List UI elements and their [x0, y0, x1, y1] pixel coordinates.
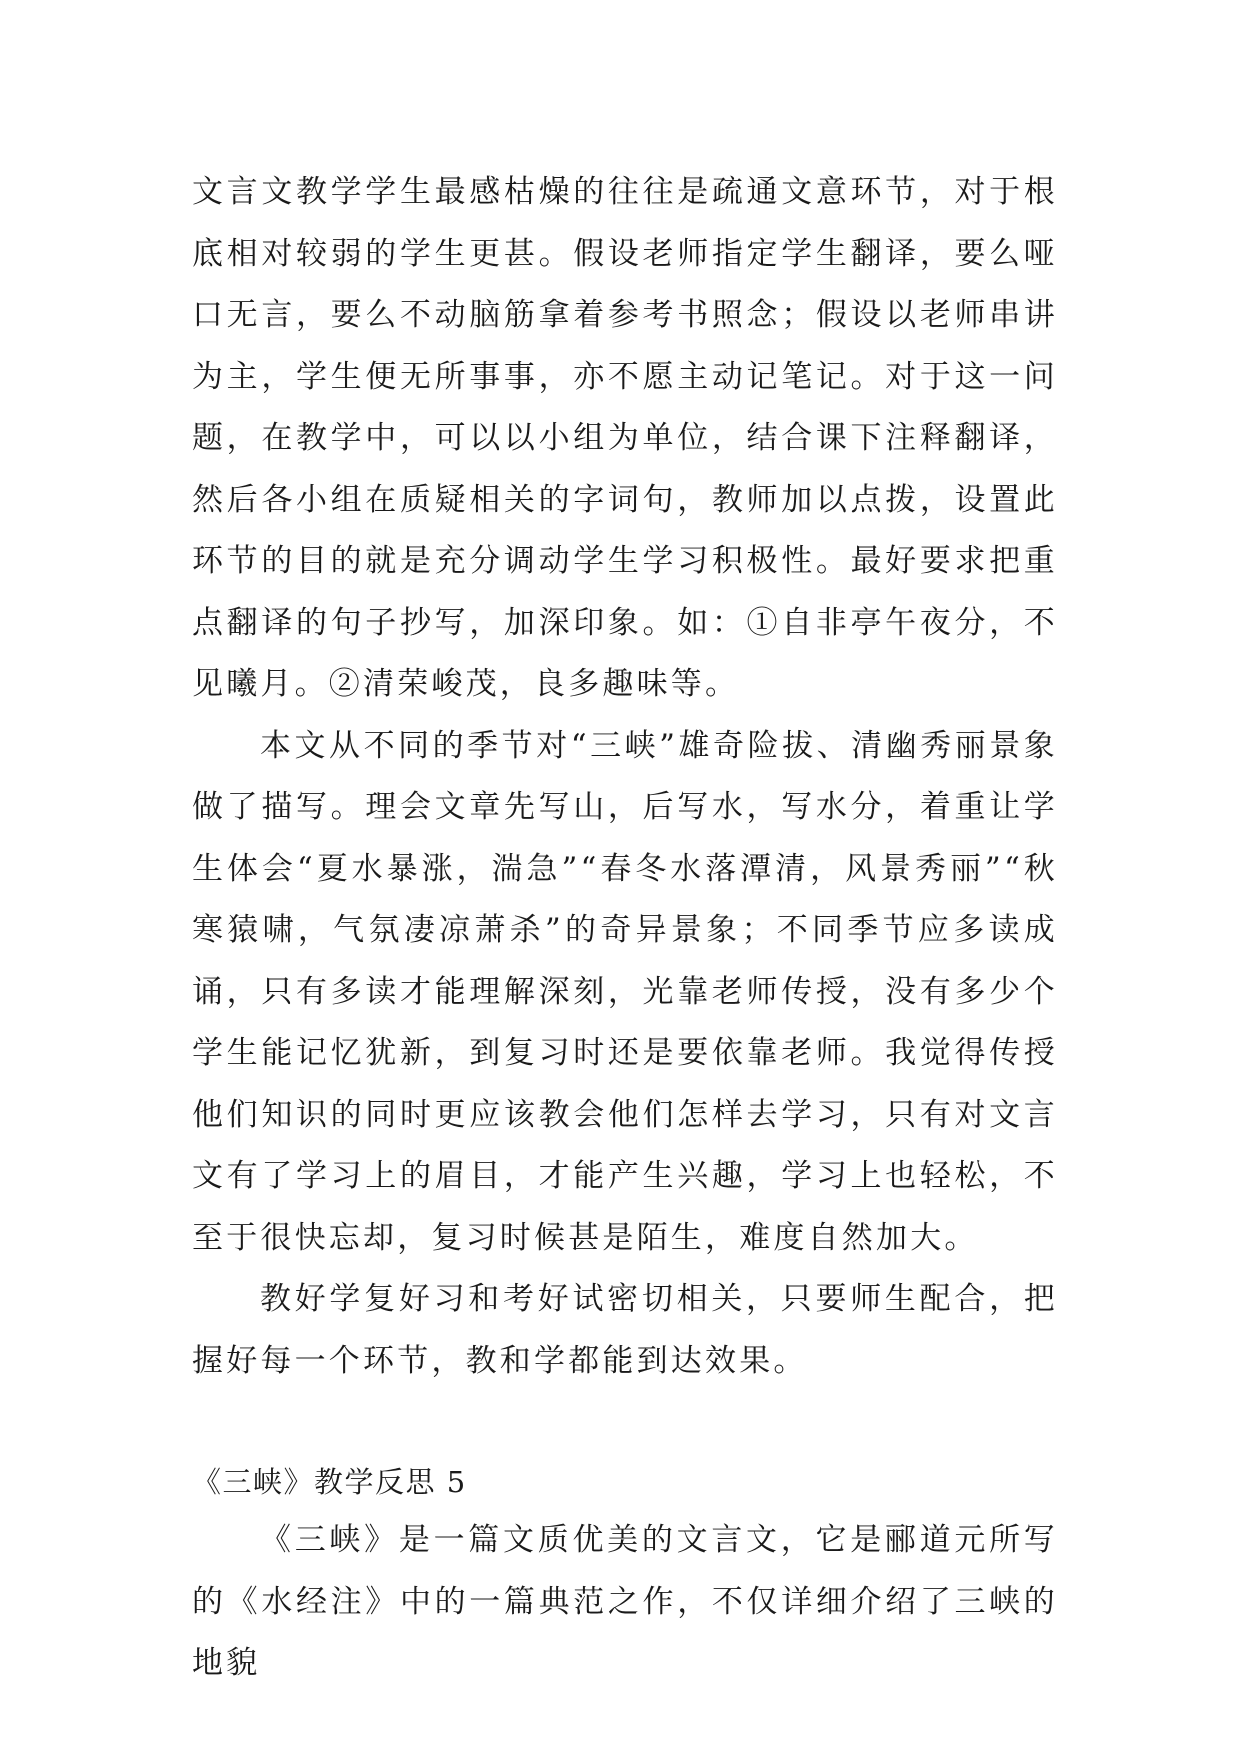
paragraph: 文言文教学学生最感枯燥的往往是疏通文意环节，对于根底相对较弱的学生更甚。假设老师指定学生翻译，要么哑口无言，要么不动脑筋拿着参考书照念；假设以老师串讲为主，学生便无所事事，亦不愿主动记笔记。对于这一问题，在教学中，可以以小组为单位，结合课下注释翻译，然后各小组在质疑相关的字词句，教师加以点拨，设置此环节的目的就是充分调动学生学习积极性。最好要求把重点翻译的句子抄写，加深印象。如：①自非亭午夜分，不见曦月。②清荣峻茂，良多趣味等。 — [192, 174, 1058, 702]
paragraph: 教好学复好习和考好试密切相关，只要师生配合，把握好每一个环节，教和学都能到达效果。 — [192, 1281, 1058, 1379]
paragraph: 《三峡》是一篇文质优美的文言文，它是郦道元所写的《水经注》中的一篇典范之作，不仅详细介绍了三峡的地貌 — [192, 1522, 1058, 1681]
section-heading: 《三峡》教学反思 5 — [192, 1465, 467, 1499]
document-body — [192, 162, 1058, 1695]
paragraph: 本文从不同的季节对“三峡”雄奇险拔、清幽秀丽景象做了描写。理会文章先写山，后写水，写水分，着重让学生体会“夏水暴涨，湍急”“春冬水落潭清，风景秀丽”“秋寒猿啸，气氛凄凉萧杀”的奇异景象；不同季节应多读成诵，只有多读才能理解深刻，光靠老师传授，没有多少个学生能记忆犹新，到复习时还是要依靠老师。我觉得传授他们知识的同时更应该教会他们怎样去学习，只有对文言文有了学习上的眉目，才能产生兴趣，学习上也轻松，不至于很快忘却，复习时候甚是陌生，难度自然加大。 — [192, 727, 1058, 1256]
